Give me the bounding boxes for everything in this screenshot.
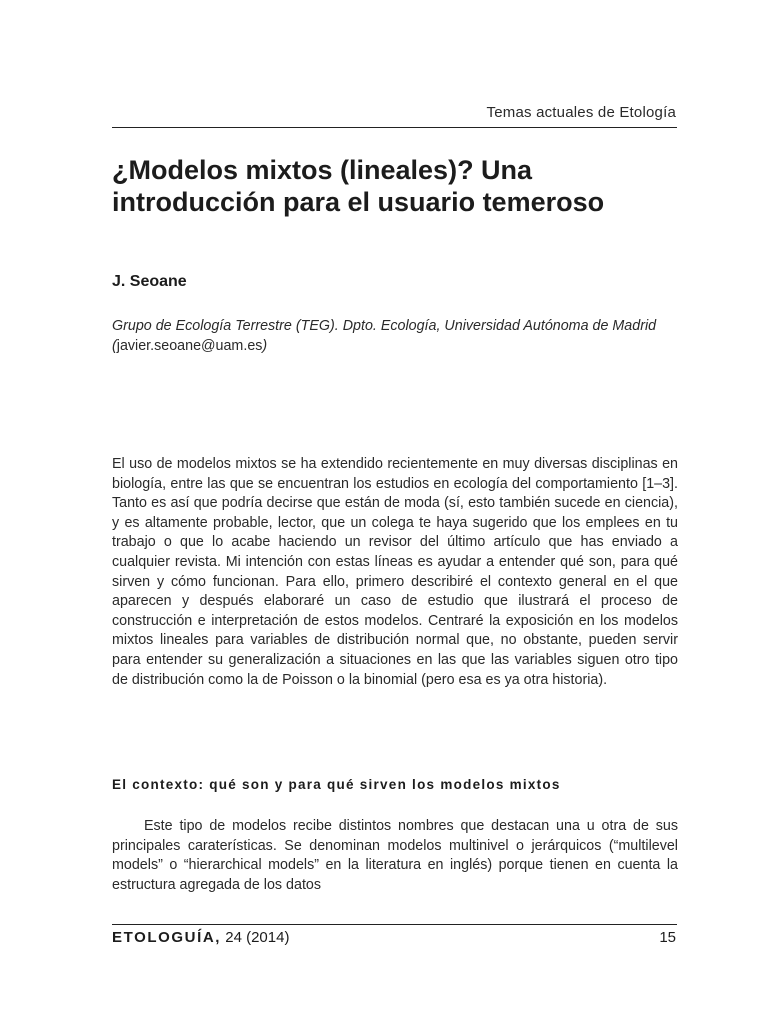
affiliation-text: Grupo de Ecología Terrestre (TEG). Dpto. Ecología, Universidad Autónoma de Madrid (	[112, 318, 657, 354]
abstract-paragraph: El uso de modelos mixtos se ha extendido recientemente en muy diversas disciplinas en biología, entre las que se encuentran los estudios en ecología del comportamiento [1–3]. Tanto es así que podría decirse que están de moda (sí, esto también sucede en ciencia), y es altamente probable, lector, que un colega te haya sugerido que los emplees en tu trabajo o que lo acabe haciendo un revisor del último artículo que has enviado a cualquier revista. Mi intención con estas líneas es ayudar a entender qué son, para qué sirven y cómo funcionan. Para ello, primero describiré el contexto general en el que aparecen y después elaboraré un caso de estudio que ilustrará el proceso de construcción e interpretación de estos modelos. Centraré la exposición en los modelos mixtos lineales para variables de distribución normal que, no obstante, pueden servir para entender su generalización a situaciones en las que las variables siguen otro tipo de distribución como la de Poisson o la binomial (pero esa es ya otra historia).	[112, 456, 678, 688]
author-affiliation	[112, 316, 678, 356]
section-heading: El contexto: qué son y para qué sirven los modelos mixtos	[112, 777, 561, 792]
body-paragraph: Este tipo de modelos recibe distintos nombres que destacan una u otra de sus principales caraterísticas. Se denominan modelos multinivel o jerárquicos (“multilevel models” o “hierarchical models” en la literatura en inglés) porque tienen en cuenta la estructura agregada de los datos	[112, 818, 678, 893]
running-header: Temas actuales de Etología	[486, 104, 676, 121]
journal-name: ETOLOGUÍA,	[112, 929, 222, 946]
page-number: 15	[659, 929, 676, 946]
journal-volume: 24 (2014)	[221, 929, 290, 946]
header-rule	[112, 127, 677, 128]
footer-rule	[112, 924, 677, 925]
affiliation-close: )	[262, 338, 268, 354]
author-name: J. Seoane	[112, 273, 187, 290]
footer-citation	[112, 929, 289, 946]
article-title: ¿Modelos mixtos (lineales)? Una introducción para el usuario temeroso	[112, 155, 605, 217]
author-email: javier.seoane@uam.es	[116, 338, 263, 354]
